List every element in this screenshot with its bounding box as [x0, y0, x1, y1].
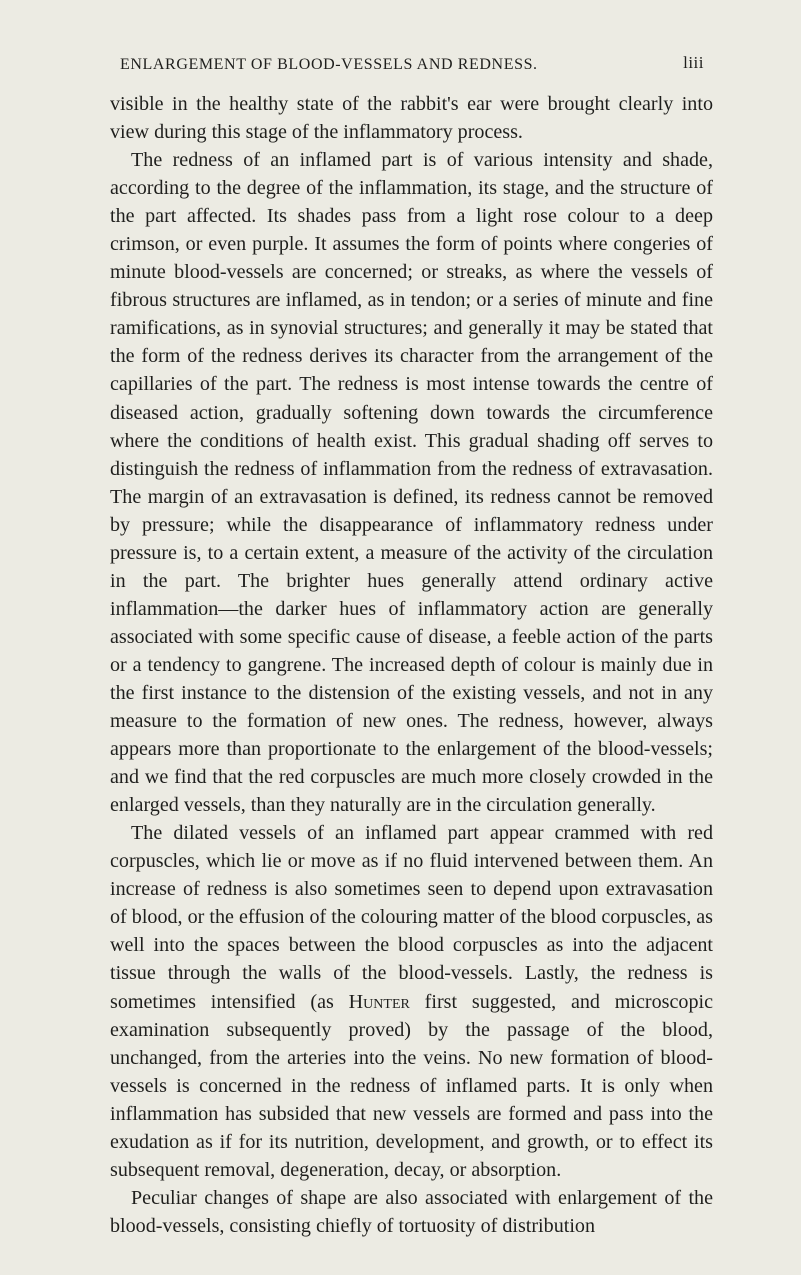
- paragraph-dilated-vessels-text-after: first suggested, and microscopic examination subsequently proved) by the passage of the blood, unchanged, from the arteries into the veins. No new formation of blood-vessels is concerned in the redness of inflamed parts. It is only when inflammation has subsided that new vessels are formed and pass into the exudation as if for its nutrition, development, and growth, or to effect its subsequent removal, degeneration, decay, or absorption.: [110, 990, 713, 1181]
- body-text: [110, 90, 713, 1240]
- person-name-hunter: Hunter: [348, 990, 410, 1013]
- paragraph-dilated-vessels-text-before: The dilated vessels of an inflamed part appear crammed with red corpuscles, which lie or move as if no fluid intervened between them. An increase of redness is also sometimes seen to depend upon extravasation of blood, or the effusion of the colouring matter of the blood corpuscles, as well into the spaces between the blood corpuscles as into the adjacent tissue through the walls of the blood-vessels. Lastly, the redness is sometimes intensified (as: [110, 822, 713, 1013]
- running-title: ENLARGEMENT OF BLOOD-VESSELS AND REDNESS.: [120, 56, 538, 73]
- running-head: [106, 53, 706, 78]
- paragraph-peculiar-changes: Peculiar changes of shape are also associated with enlargement of the blood-vessels, consisting chiefly of tortuosity of distribution: [110, 1186, 713, 1237]
- paragraph-dilated-vessels: [110, 819, 713, 1184]
- page-number: liii: [683, 53, 704, 72]
- paragraph-continuation: visible in the healthy state of the rabbit's ear were brought clearly into view during this stage of the inflammatory process.: [110, 93, 713, 144]
- paragraph-redness: The redness of an inflamed part is of various intensity and shade, according to the degree of the inflammation, its stage, and the structure of the part affected. Its shades pass from a light rose colour to a deep crimson, or even purple. It assumes the form of points where congeries of minute blood-vessels are concerned; or streaks, as where the vessels of fibrous structures are inflamed, as in tendon; or a series of minute and fine ramifications, as in synovial structures; and generally it may be stated that the form of the redness derives its character from the arrangement of the capillaries of the part. The redness is most intense towards the centre of diseased action, gradually softening down towards the circumference where the conditions of health exist. This gradual shading off serves to distinguish the redness of inflammation from the redness of extravasation. The margin of an extravasation is defined, its redness cannot be removed by pressure; while the disappearance of inflammatory redness under pressure is, to a certain extent, a measure of the activity of the circulation in the part. The brighter hues generally attend ordinary active inflammation—the darker hues of inflammatory action are generally associated with some specific cause of disease, a feeble action of the parts or a tendency to gangrene. The increased depth of colour is mainly due in the first instance to the distension of the existing vessels, and not in any measure to the formation of new ones. The redness, however, always appears more than proportionate to the enlargement of the blood-vessels; and we find that the red corpuscles are much more closely crowded in the enlarged vessels, than they naturally are in the circulation generally.: [110, 149, 713, 817]
